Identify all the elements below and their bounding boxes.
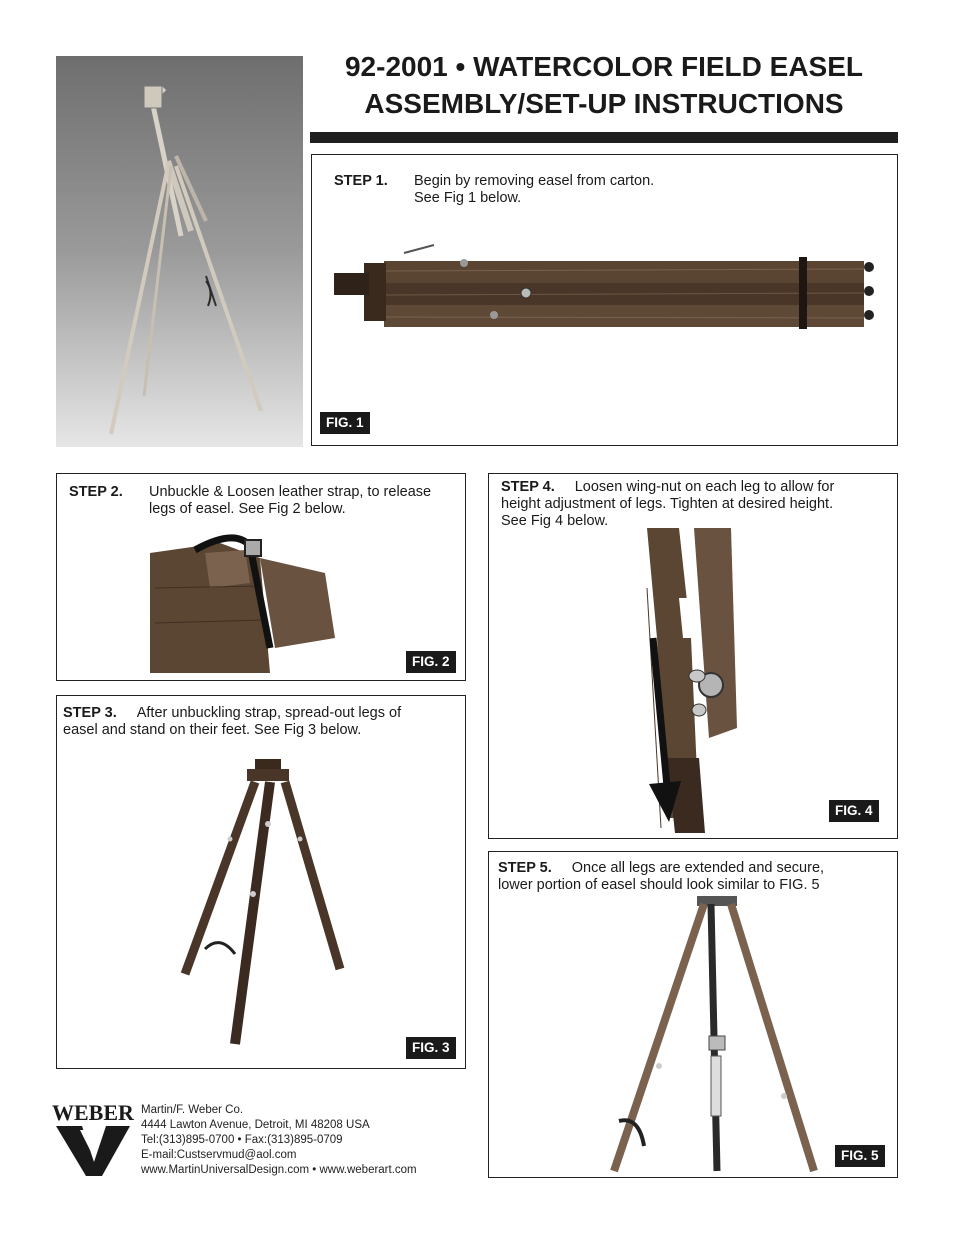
step-1-line-2: See Fig 1 below. <box>414 190 522 206</box>
step-2-line-1: Unbuckle & Loosen leather strap, to release <box>149 484 432 500</box>
strap-illustration <box>150 528 340 673</box>
step-2-panel <box>56 473 466 681</box>
extended-legs-illustration <box>599 896 829 1174</box>
step-4-label: STEP 4. <box>501 479 555 495</box>
weber-logo-mark <box>52 1122 134 1178</box>
step-2-text <box>69 484 464 518</box>
hero-easel-photo <box>56 56 303 447</box>
company-name: Martin/F. Weber Co. <box>141 1104 244 1116</box>
step-4-line-3: See Fig 4 below. <box>501 513 609 529</box>
step-4-line-1: Loosen wing-nut on each leg to allow for <box>574 479 835 495</box>
step-3-label: STEP 3. <box>63 705 117 721</box>
title-divider <box>310 132 898 143</box>
fig-2-label: FIG. 2 <box>406 651 456 673</box>
step-1-text <box>334 173 874 207</box>
step-3-panel <box>56 695 466 1069</box>
step-4-panel <box>488 473 898 839</box>
fig-3-photo <box>175 744 365 1054</box>
step-1-panel <box>311 154 898 446</box>
step-4-text <box>501 479 896 530</box>
fig-3-label: FIG. 3 <box>406 1037 456 1059</box>
company-web: www.MartinUniversalDesign.com • www.weberart.com <box>141 1164 417 1176</box>
step-2-line-2: legs of easel. See Fig 2 below. <box>149 501 346 517</box>
down-arrow-icon <box>639 636 689 831</box>
step-5-line-1: Once all legs are extended and secure, <box>571 860 825 876</box>
fig-4-label: FIG. 4 <box>829 800 879 822</box>
page-title <box>310 48 898 122</box>
fig-2-photo <box>150 528 340 673</box>
step-2-label: STEP 2. <box>69 484 123 500</box>
step-1-line-1: Begin by removing easel from carton. <box>414 173 655 189</box>
standing-easel-illustration <box>175 744 365 1054</box>
step-3-line-1: After unbuckling strap, spread-out legs of <box>136 705 402 721</box>
step-3-text <box>63 705 463 739</box>
fig-1-label: FIG. 1 <box>320 412 370 434</box>
fig-1-photo <box>329 233 889 358</box>
hero-easel-illustration <box>56 56 303 447</box>
step-5-line-2: lower portion of easel should look similar to FIG. 5 <box>498 877 820 893</box>
step-4-line-2: height adjustment of legs. Tighten at desired height. <box>501 496 834 512</box>
company-address: 4444 Lawton Avenue, Detroit, MI 48208 USA <box>141 1119 370 1131</box>
step-5-label: STEP 5. <box>498 860 552 876</box>
step-1-label: STEP 1. <box>334 173 388 189</box>
fig-5-label: FIG. 5 <box>835 1145 885 1167</box>
fig-5-photo <box>599 896 829 1174</box>
step-5-text <box>498 860 893 894</box>
weber-logo <box>52 1102 134 1176</box>
folded-easel-illustration <box>329 233 889 358</box>
title-line-1: 92-2001 • WATERCOLOR FIELD EASEL <box>344 51 864 82</box>
company-contact <box>141 1103 481 1178</box>
step-3-line-2: easel and stand on their feet. See Fig 3 below. <box>63 722 362 738</box>
company-email: E-mail:Custservmud@aol.com <box>141 1149 297 1161</box>
step-5-panel <box>488 851 898 1178</box>
company-phone: Tel:(313)895-0700 • Fax:(313)895-0709 <box>141 1134 343 1146</box>
title-line-2: ASSEMBLY/SET-UP INSTRUCTIONS <box>364 88 844 119</box>
weber-logo-text: WEBER <box>52 1100 134 1125</box>
